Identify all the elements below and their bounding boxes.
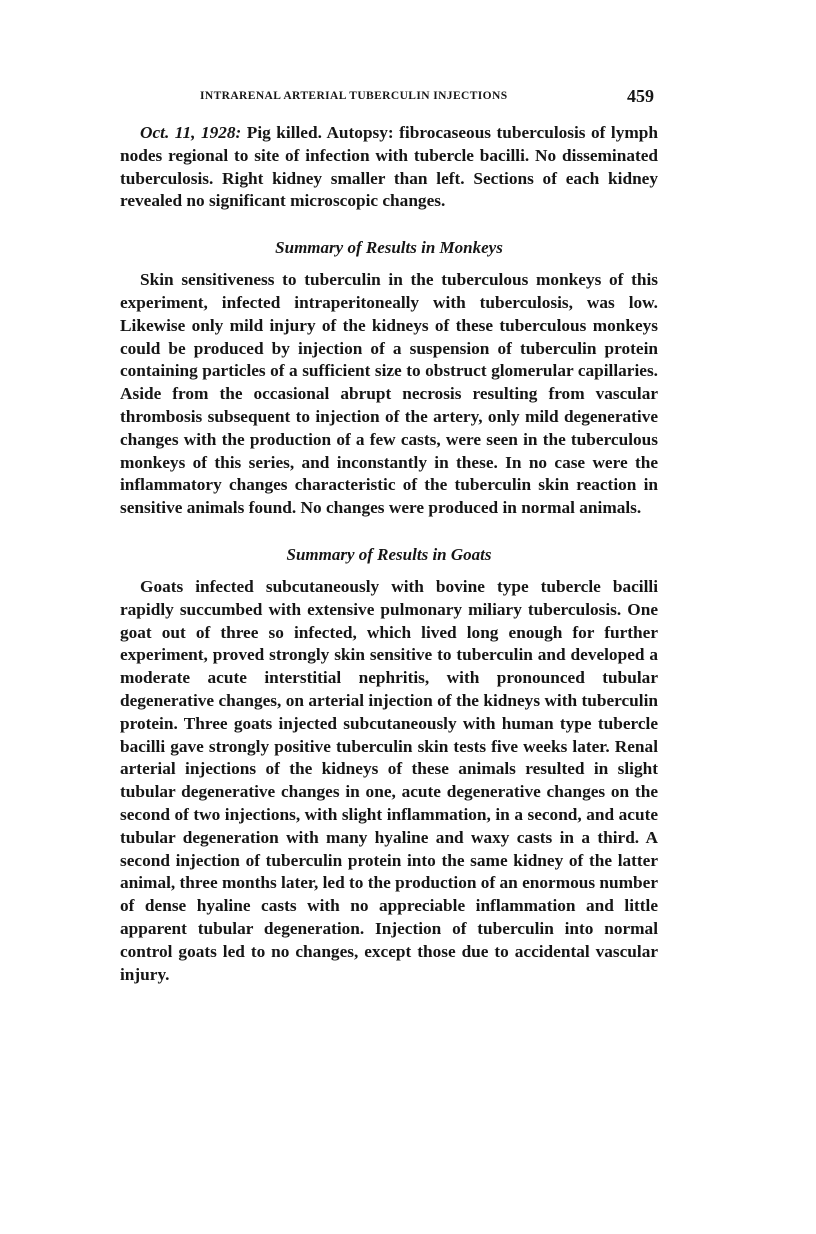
running-header (120, 88, 658, 114)
section-paragraph-goats: Goats infected subcutaneously with bovine type tubercle bacilli rapidly succumbed with extensive pulmonary miliary tuberculosis. One goat out of three so infected, which lived long enough for further experiment, proved strongly skin sensitive to tuberculin and developed a moderate acute interstitial nephritis, with pronounced tubular degenerative changes, on arterial injection of the kidneys with tuberculin protein. Three goats injected subcutaneously with human type tubercle bacilli gave strongly positive tuberculin skin tests five weeks later. Renal arterial injections of the kidneys of these animals resulted in slight tubular degenerative changes in one, acute degenerative changes on the second of two injections, with slight inflammation, in a second, and acute tubular degeneration with many hyaline and waxy casts in a third. A second injection of tuberculin protein into the same kidney of the latter animal, three months later, led to the production of an enormous number of dense hyaline casts with no appreciable inflammation and little apparent tubular degeneration. Injection of tuberculin into normal control goats led to no changes, except those due to accidental vascular injury. (120, 576, 658, 984)
running-title: INTRARENAL ARTERIAL TUBERCULIN INJECTIONS (200, 90, 508, 102)
opening-text: Pig killed. Autopsy: fibrocaseous tuberculosis of lymph nodes regional to site of infection with tubercle bacilli. No disseminated tuberculosis. Right kidney smaller than left. Sections of each kidney revealed no significant microscopic changes. (120, 123, 658, 211)
date-label: Oct. 11, 1928: (140, 123, 242, 142)
section-heading-monkeys: Summary of Results in Monkeys (275, 238, 503, 258)
page-number: 459 (627, 86, 654, 106)
section-heading-goats: Summary of Results in Goats (286, 544, 492, 564)
document-page (120, 88, 658, 986)
opening-paragraph (120, 122, 658, 213)
section-paragraph-monkeys: Skin sensitiveness to tuberculin in the tuberculous monkeys of this experiment, infected intraperitoneally with tuberculosis, was low. Likewise only mild injury of the kidneys of these tuberculous monkeys could be produced by injection of a suspension of tuberculin protein containing particles of a sufficient size to obstruct glomerular capillaries. Aside from the occasional abrupt necrosis resulting from vascular thrombosis subsequent to injection of the artery, only mild degenerative changes with the production of a few casts, were seen in the tuberculous monkeys of this series, and inconstantly in these. In no case were the inflammatory changes characteristic of the tuberculin skin reaction in sensitive animals found. No changes were produced in normal animals. (120, 270, 658, 518)
